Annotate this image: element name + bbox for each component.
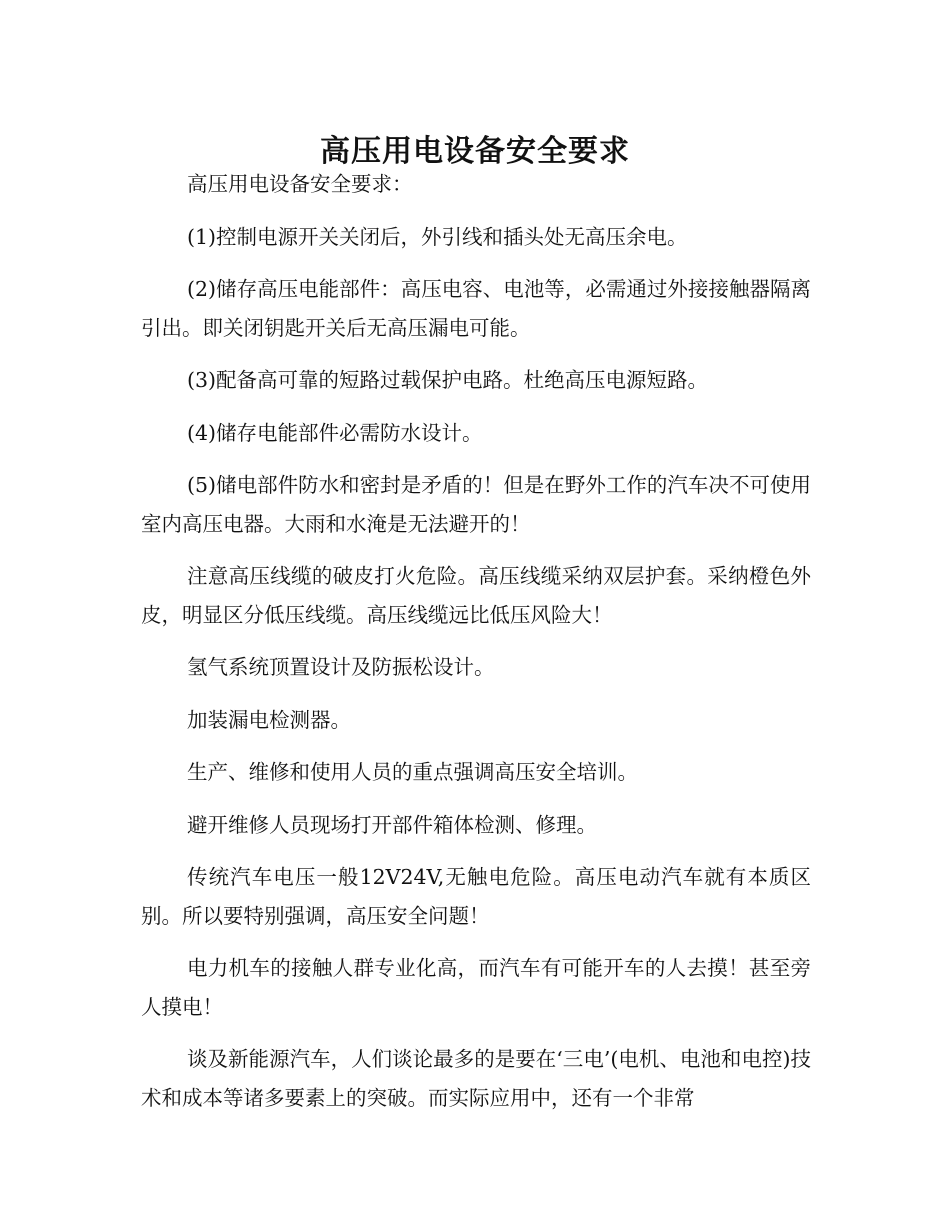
paragraph: 高压用电设备安全要求： <box>187 172 413 196</box>
paragraph: (5)储电部件防水和密封是矛盾的！但是在野外工作的汽车决不可使用室内高压电器。大雨和水淹是无法避开的！ <box>141 473 811 536</box>
paragraph: 电力机车的接触人群专业化高，而汽车有可能开车的人去摸！甚至旁人摸电！ <box>141 956 811 1019</box>
paragraph: 注意高压线缆的破皮打火危险。高压线缆采纳双层护套。采纳橙色外皮，明显区分低压线缆。高压线缆远比低压风险大！ <box>141 564 811 627</box>
paragraph: (2)储存高压电能部件：高压电容、电池等，必需通过外接接触器隔离引出。即关闭钥匙开关后无高压漏电可能。 <box>141 277 811 340</box>
paragraph: 氢气系统顶置设计及防振松设计。 <box>187 655 495 679</box>
paragraph: (4)储存电能部件必需防水设计。 <box>187 420 483 445</box>
paragraph: 避开维修人员现场打开部件箱体检测、修理。 <box>187 812 597 837</box>
paragraph: 谈及新能源汽车，人们谈论最多的是要在‘三电’(电机、电池和电控)技术和成本等诸多要素上的突破。而实际应用中，还有一个非常 <box>141 1047 811 1110</box>
document-title: 高压用电设备安全要求 <box>320 134 630 170</box>
paragraph: (3)配备高可靠的短路过载保护电路。杜绝高压电源短路。 <box>187 368 709 392</box>
paragraph: 加装漏电检测器。 <box>187 707 351 732</box>
document-body <box>141 165 811 1131</box>
paragraph: 生产、维修和使用人员的重点强调高压安全培训。 <box>187 760 638 784</box>
paragraph: 传统汽车电压一般12V24V,无触电危险。高压电动汽车就有本质区别。所以要特别强调，高压安全问题！ <box>141 865 811 928</box>
paragraph: (1)控制电源开关关闭后，外引线和插头处无高压余电。 <box>187 224 688 249</box>
